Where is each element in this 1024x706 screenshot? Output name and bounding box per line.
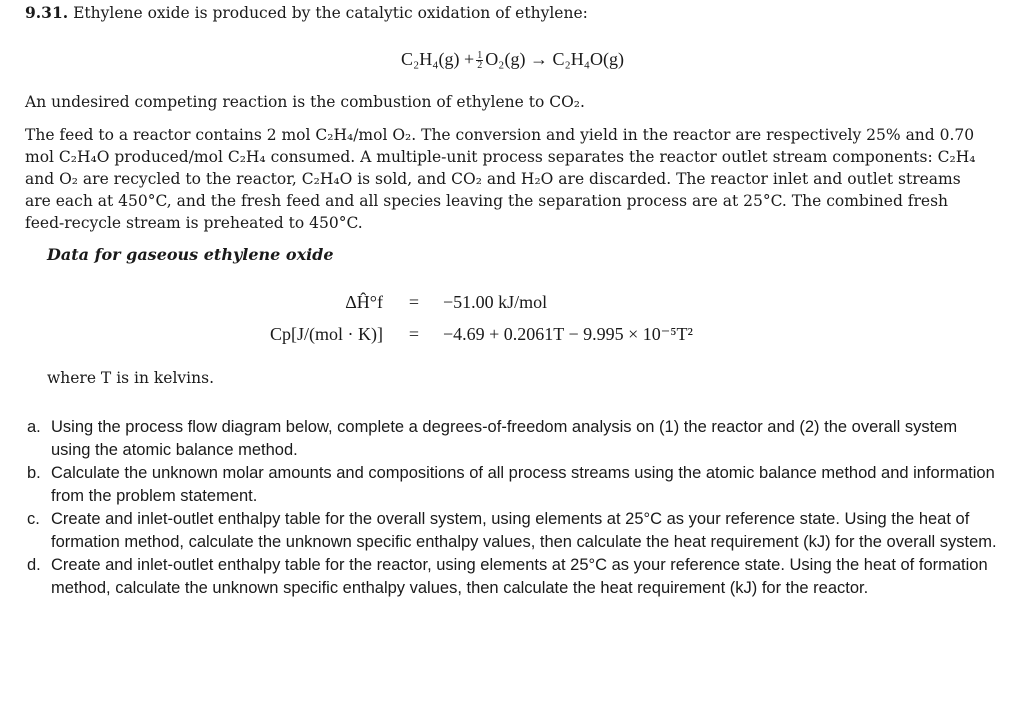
part-letter: d. [27, 556, 41, 574]
part-text: Create and inlet-outlet enthalpy table for the reactor, using elements at 25°C as your reference state. Using the heat of formation method, calculate the unknown specific enthalpy values, then calculate the heat requirement (kJ) for the reactor. [51, 556, 988, 597]
question-part-a [25, 416, 1000, 461]
equation-heat-of-formation [270, 286, 693, 318]
fraction-denominator: 2 [477, 60, 483, 72]
equation-lhs: ΔĤ°f [345, 292, 383, 312]
problem-title: Ethylene oxide is produced by the catalytic oxidation of ethylene: [73, 4, 588, 22]
reactant-ethylene: C₂H₄(g) [400, 49, 460, 69]
equation-heat-capacity [270, 318, 693, 350]
question-parts [25, 416, 1000, 600]
equation-lhs: Cp[J/(mol · K)] [270, 324, 383, 344]
fraction-numerator: 1 [477, 50, 483, 62]
equals-sign: = [408, 324, 420, 344]
data-heading: Data for gaseous ethylene oxide [47, 245, 334, 264]
question-part-b [25, 462, 1000, 507]
part-text: Create and inlet-outlet enthalpy table for the overall system, using elements at 25°C as your reference state. Using the heat of formation method, calculate the unknown specific enthalpy values, then calculate the heat requirement (kJ) for the overall system. [51, 510, 997, 551]
half-fraction [476, 51, 483, 70]
reaction-equation [25, 48, 1000, 70]
part-text: Using the process flow diagram below, complete a degrees-of-freedom analysis on (1) the reactor and (2) the overall system using the atomic balance method. [51, 418, 958, 459]
paragraph-competing-reaction: An undesired competing reaction is the combustion of ethylene to CO₂. [25, 93, 585, 111]
part-text: Calculate the unknown molar amounts and compositions of all process streams using the atomic balance method and information from the problem statement. [51, 464, 995, 505]
part-letter: c. [27, 510, 40, 528]
reactant-oxygen: O₂(g) [485, 49, 526, 69]
problem-header [25, 2, 1000, 24]
question-part-c [25, 508, 1000, 553]
equation-rhs: −4.69 + 0.2061T − 9.995 × 10⁻⁵T² [442, 324, 693, 344]
plus-sign: + [464, 49, 475, 69]
problem-number: 9.31. [25, 3, 69, 22]
reaction-arrow: → [529, 49, 548, 69]
temperature-note: where T is in kelvins. [47, 369, 215, 387]
equals-sign: = [408, 292, 420, 312]
paragraph-problem-statement: The feed to a reactor contains 2 mol C₂H₄/mol O₂. The conversion and yield in the reactor are respectively 25% and 0.70 mol C₂H₄O produced/mol C₂H₄ consumed. A multiple-unit process separates the reactor outlet stream components: C₂H₄ and O₂ are recycled to the reactor, C₂H₄O is sold, and CO₂ and H₂O are discarded. The reactor inlet and outlet streams are each at 450°C, and the fresh feed and all species leaving the separation process are at 25°C. The combined fresh feed-recycle stream is preheated to 450°C. [25, 126, 976, 232]
part-letter: a. [27, 418, 41, 436]
equation-rhs: −51.00 kJ/mol [442, 292, 548, 312]
part-letter: b. [27, 464, 41, 482]
data-equations [270, 286, 693, 350]
product-ethylene-oxide: C₂H₄O(g) [552, 49, 624, 69]
question-part-d [25, 554, 1000, 599]
